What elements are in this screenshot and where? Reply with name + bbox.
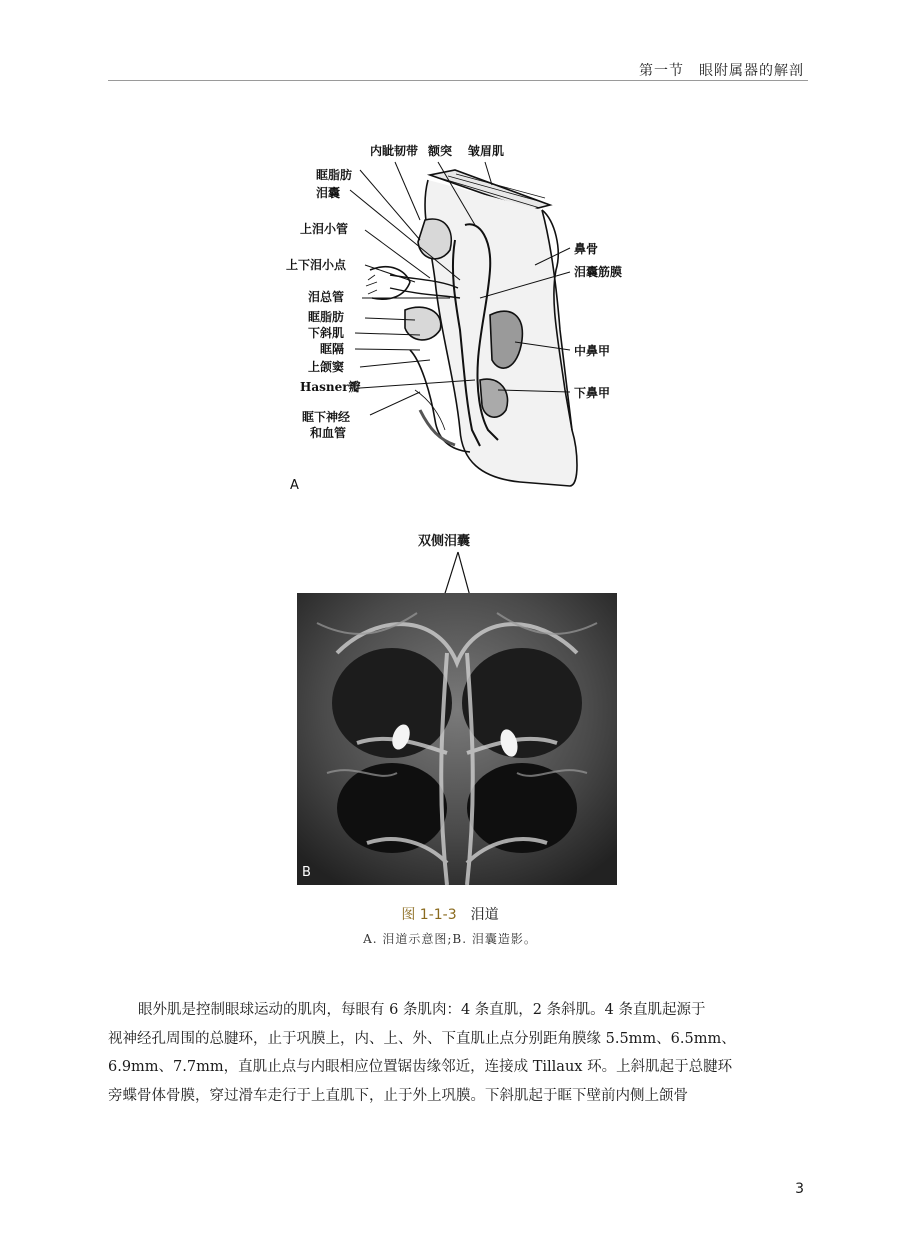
label-orbital-fat-top: 眶脂肪 xyxy=(316,168,353,182)
label-orbital-fat-bottom: 眶脂肪 xyxy=(308,310,345,324)
running-header: 第一节 眼附属器的解剖 xyxy=(639,63,804,79)
label-inferior-oblique: 下斜肌 xyxy=(308,326,345,340)
header-rule xyxy=(108,80,808,81)
dacryocystogram-image xyxy=(297,593,617,885)
label-canthal-tendon: 内眦韧带 xyxy=(370,144,419,158)
label-bilateral-sacs: 双侧泪囊 xyxy=(418,534,471,549)
label-infraorbital-2: 和血管 xyxy=(310,426,347,440)
body-line: 视神经孔周围的总腱环，止于巩膜上，内、上、外、下直肌止点分别距角膜缘 5.5mm、6.5mm、 xyxy=(108,1030,736,1047)
body-line: 眼外肌是控制眼球运动的肌肉，每眼有 6 条肌肉：4 条直肌，2 条斜肌。4 条直肌起源于 xyxy=(138,1002,706,1018)
label-infraorbital-1: 眶下神经 xyxy=(302,410,351,424)
label-corrugator: 皱眉肌 xyxy=(468,144,505,158)
label-hasner-valve: Hasner瓣 xyxy=(300,380,361,394)
label-nasal-bone: 鼻骨 xyxy=(574,242,599,256)
label-sac-fascia: 泪囊筋膜 xyxy=(574,265,623,279)
label-upper-canaliculus: 上泪小管 xyxy=(300,222,349,236)
panel-letter-a: A xyxy=(290,478,299,493)
label-middle-turbinate: 中鼻甲 xyxy=(574,344,611,358)
figure-a-lacrimal-diagram xyxy=(280,130,640,500)
body-paragraph xyxy=(108,996,808,1110)
label-septum: 眶隔 xyxy=(320,342,345,356)
label-common-canaliculus: 泪总管 xyxy=(308,290,345,304)
label-inferior-turbinate: 下鼻甲 xyxy=(574,386,611,400)
caption-title: 泪道 xyxy=(470,907,499,923)
figure-caption xyxy=(0,904,900,924)
panel-letter-b: B xyxy=(302,865,311,880)
figure-subcaption: A. 泪道示意图;B. 泪囊造影。 xyxy=(363,932,537,946)
figure-b-xray xyxy=(297,593,617,885)
page-number: 3 xyxy=(795,1181,804,1197)
caption-number: 图 1-1-3 xyxy=(401,907,457,923)
body-line: 6.9mm、7.7mm，直肌止点与内眼相应位置锯齿缘邻近，连接成 Tillaux 环。上斜肌起于总腱环 xyxy=(108,1059,733,1075)
label-puncta: 上下泪小点 xyxy=(286,258,347,272)
label-frontal-process: 额突 xyxy=(428,144,453,158)
body-line: 旁蝶骨体骨膜，穿过滑车走行于上直肌下，止于外上巩膜。下斜肌起于眶下壁前内侧上颌骨 xyxy=(108,1087,688,1104)
label-lacrimal-sac: 泪囊 xyxy=(316,186,341,200)
label-maxillary-sinus: 上颌窦 xyxy=(308,360,345,374)
